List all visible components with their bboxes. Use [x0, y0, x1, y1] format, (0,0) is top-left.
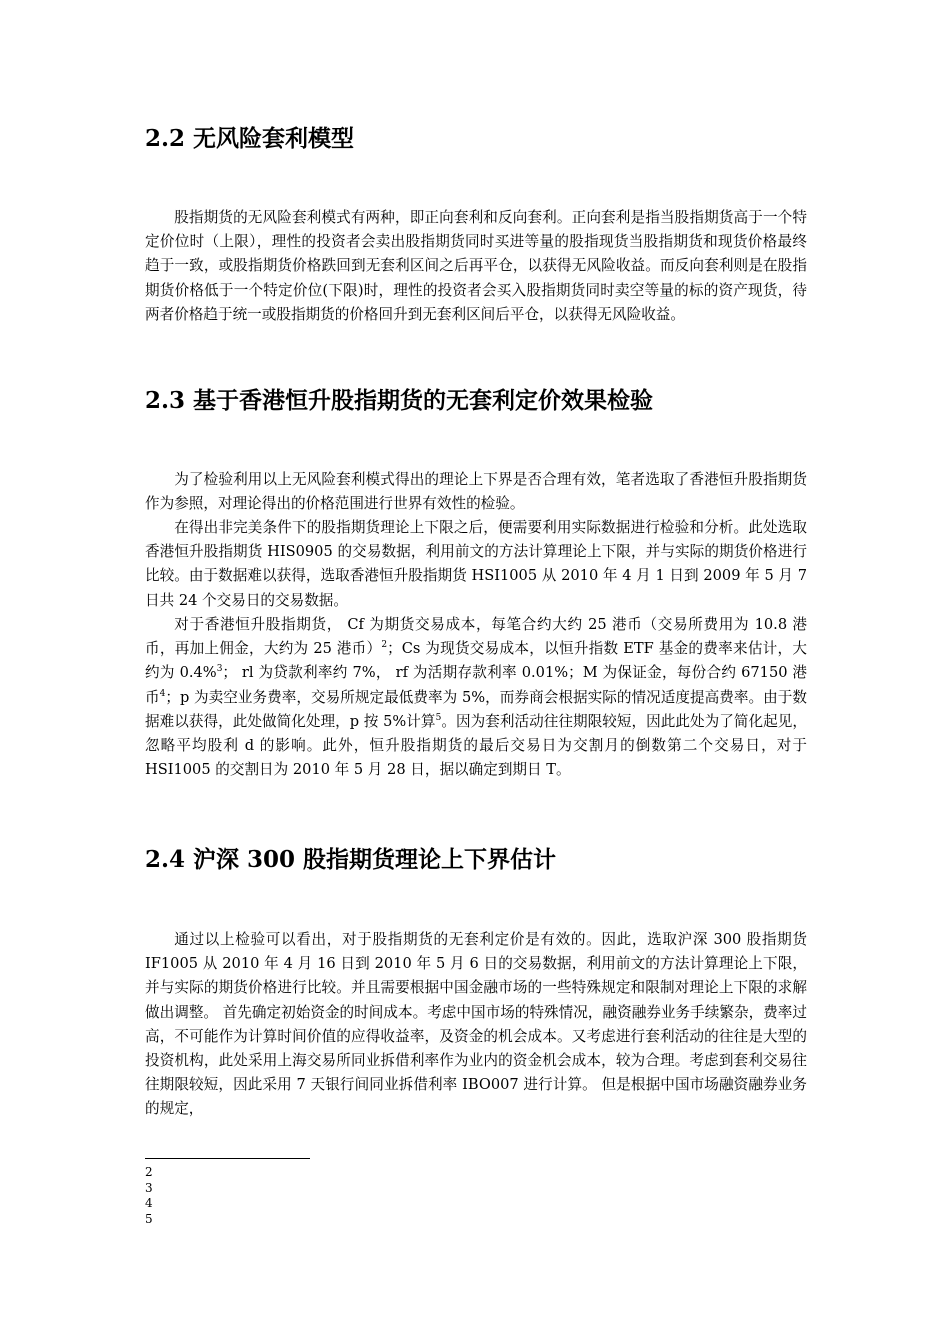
footnote-item: 4 — [145, 1196, 153, 1210]
section-heading-2-3: 2.3 基于香港恒升股指期货的无套利定价效果检验 — [145, 387, 654, 414]
parameters-text-5: 。因为套利活动往往期限较短，因此此处为了简化起见，忽略平均股利 d 的影响。此外，恒升股指期货的最后交易日为交割月的倒数第二个交易日，对于 HSI1005 的交割日为 2010 年 5 月 28 日，据以确定到期日 T。 — [145, 712, 807, 779]
section-heading-2-4: 2.4 沪深 300 股指期货理论上下界估计 — [145, 846, 557, 873]
footnote-separator — [145, 1158, 310, 1159]
footnote-ref-2[interactable]: 2 — [381, 640, 388, 651]
footnote-item: 5 — [145, 1211, 153, 1226]
paragraph-test-data: 在得出非完美条件下的股指期货理论上下限之后，便需要利用实际数据进行检验和分析。此处选取香港恒升股指期货 HIS0905 的交易数据，利用前文的方法计算理论上下限，并与实际的期货价格进行比较。由于数据难以获得，选取香港恒升股指期货 HSI1005 从 2010 年 4 月 1 日到 2009 年 5 月 7 日共 24 个交易日的交易数据。 — [145, 519, 807, 609]
footnote-list — [145, 1165, 153, 1227]
parameters-text-1: 对于香港恒升股指期货， Cf 为期货交易成本，每笔合约大约 25 港币（交易所费用为 10.8 港币，再加上佣金，大约为 25 港币） — [145, 616, 807, 658]
paragraph-csi300-estimate: 通过以上检验可以看出，对于股指期货的无套利定价是有效的。因此，选取沪深 300 股指期货 IF1005 从 2010 年 4 月 16 日到 2010 年 5 月 6 日的交易数据，利用前文的方法计算理论上下限，并与实际的期货价格进行比较。并且需要根据中国金融市场的一些特殊规定和限制对理论上下限的求解做出调整。 首先确定初始资金的时间成本。考虑中国市场的特殊情况，融资融券业务手续繁杂，费率过高，不可能作为计算时间价值的应得收益率，及资金的机会成本。又考虑进行套利活动的往往是大型的投资机构，此处采用上海交易所同业拆借利率作为业内的资金机会成本，较为合理。考虑到套利交易往往期限较短，因此采用 7 天银行间同业拆借利率 IBO007 进行计算。 但是根据中国市场融资融券业务的规定， — [145, 931, 807, 1118]
footnote-ref-3[interactable]: 3 — [216, 664, 223, 675]
footnote-item: 3 — [145, 1180, 153, 1195]
parameters-text-3: ； rl 为贷款利率约 7%， rf 为活期存款利率 0.01%；M 为保证金，每份合约 67150 港币 — [145, 664, 808, 706]
footnote-ref-4[interactable]: 4 — [159, 688, 166, 699]
paragraph-parameters — [145, 613, 807, 782]
paragraph-risk-free-arbitrage: 股指期货的无风险套利模式有两种，即正向套利和反向套利。正向套利是指当股指期货高于一个特定价位时（上限），理性的投资者会卖出股指期货同时买进等量的股指现货当股指期货和现货价格最终趋于一致，或股指期货价格跌回到无套利区间之后再平仓，以获得无风险收益。而反向套利则是在股指期货价格低于一个特定价位(下限)时，理性的投资者会买入股指期货同时卖空等量的标的资产现货，待两者价格趋于统一或股指期货的价格回升到无套利区间后平仓，以获得无风险收益。 — [145, 209, 807, 323]
parameters-text-4: ；p 为卖空业务费率，交易所规定最低费率为 5%，而券商会根据实际的情况适度提高费率。由于数据难以获得，此处做简化处理，p 按 5%计算 — [145, 688, 807, 730]
footnote-item: 2 — [145, 1165, 153, 1179]
paragraph-test-intro: 为了检验利用以上无风险套利模式得出的理论上下界是否合理有效，笔者选取了香港恒升股指期货作为参照，对理论得出的价格范围进行世界有效性的检验。 — [145, 471, 807, 513]
parameters-text-2: ；Cs 为现货交易成本，以恒升指数 ETF 基金的费率来估计，大约为 0.4% — [145, 640, 807, 682]
section-heading-2-2: 2.2 无风险套利模型 — [145, 125, 355, 152]
footnote-ref-5[interactable]: 5 — [435, 712, 442, 723]
